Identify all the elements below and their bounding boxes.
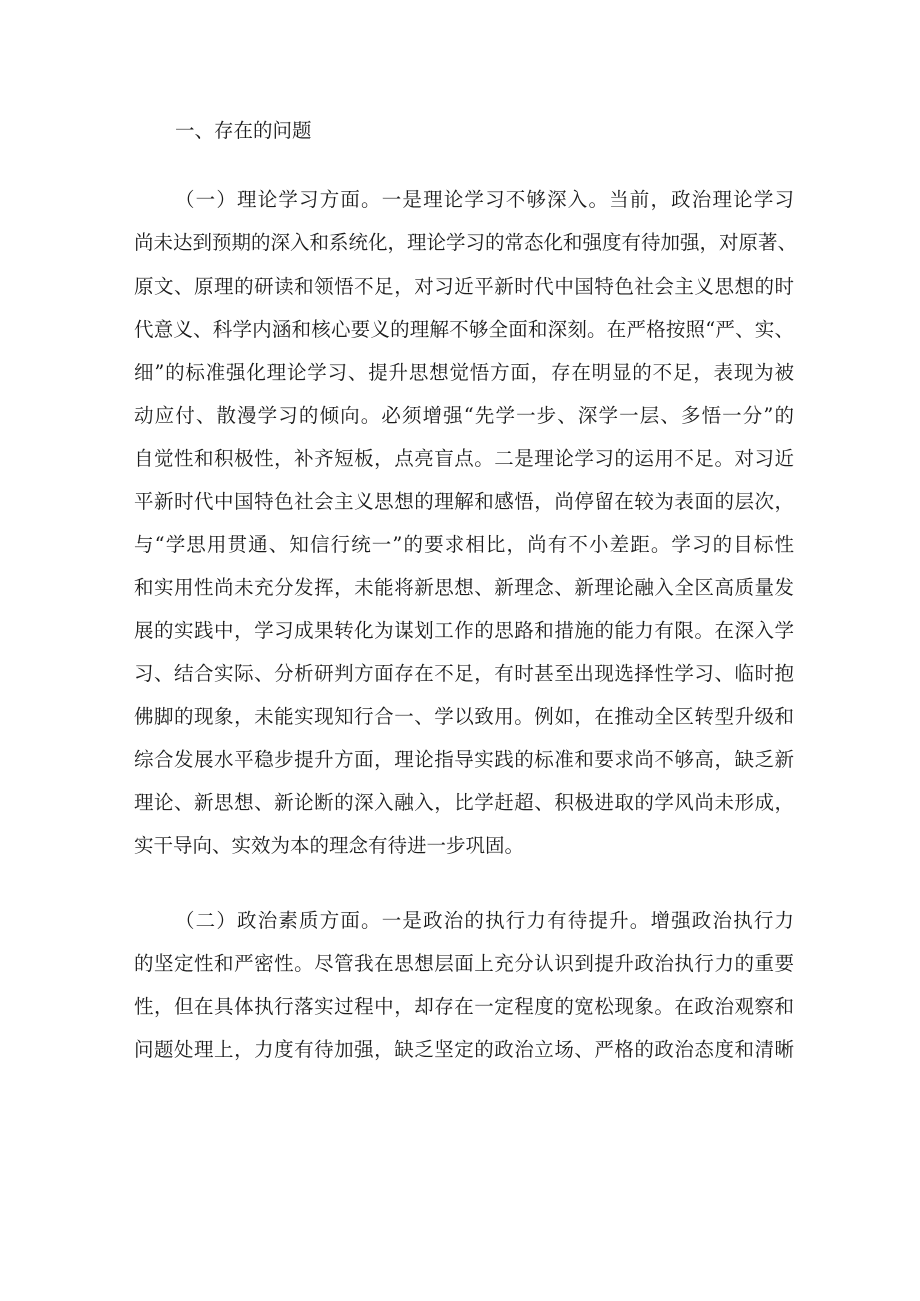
paragraph-line: 和实用性尚未充分发挥，未能将新思想、新理念、新理论融入全区高质量发: [134, 576, 794, 599]
paragraph-line: （一）理论学习方面。一是理论学习不够深入。当前，政治理论学习: [175, 188, 794, 211]
paragraph-line: 自觉性和积极性，补齐短板，点亮盲点。二是理论学习的运用不足。对习近: [134, 447, 794, 470]
paragraph-line: 原文、原理的研读和领悟不足，对习近平新时代中国特色社会主义思想的时: [134, 275, 794, 298]
paragraph-line: 动应付、散漫学习的倾向。必须增强“先学一步、深学一层、多悟一分”的: [134, 404, 794, 427]
paragraph-line: 性，但在具体执行落实过程中，却存在一定程度的宽松现象。在政治观察和: [134, 995, 794, 1018]
paragraph-line: 问题处理上，力度有待加强，缺乏坚定的政治立场、严格的政治态度和清晰: [134, 1038, 794, 1061]
paragraph-line: 代意义、科学内涵和核心要义的理解不够全面和深刻。在严格按照“严、实、: [134, 318, 794, 341]
paragraph-line: 平新时代中国特色社会主义思想的理解和感悟，尚停留在较为表面的层次，: [134, 490, 794, 513]
paragraph-line: 佛脚的现象，未能实现知行合一、学以致用。例如，在推动全区转型升级和: [134, 705, 794, 728]
paragraph-line: 实干导向、实效为本的理念有待进一步巩固。: [134, 834, 525, 857]
paragraph-line: （二）政治素质方面。一是政治的执行力有待提升。增强政治执行力: [175, 909, 794, 932]
section-heading: 一、存在的问题: [175, 119, 312, 142]
paragraph-line: 综合发展水平稳步提升方面，理论指导实践的标准和要求尚不够高，缺乏新: [134, 748, 794, 771]
paragraph-line: 习、结合实际、分析研判方面存在不足，有时甚至出现选择性学习、临时抱: [134, 662, 794, 685]
paragraph-line: 的坚定性和严密性。尽管我在思想层面上充分认识到提升政治执行力的重要: [134, 952, 794, 975]
paragraph-line: 尚未达到预期的深入和系统化，理论学习的常态化和强度有待加强，对原著、: [134, 231, 798, 254]
paragraph-line: 细”的标准强化理论学习、提升思想觉悟方面，存在明显的不足，表现为被: [134, 361, 794, 384]
paragraph-line: 与“学思用贯通、知信行统一”的要求相比，尚有不小差距。学习的目标性: [134, 533, 794, 556]
paragraph-line: 展的实践中，学习成果转化为谋划工作的思路和措施的能力有限。在深入学: [134, 619, 794, 642]
paragraph-line: 理论、新思想、新论断的深入融入，比学赶超、积极进取的学风尚未形成，: [134, 791, 794, 814]
